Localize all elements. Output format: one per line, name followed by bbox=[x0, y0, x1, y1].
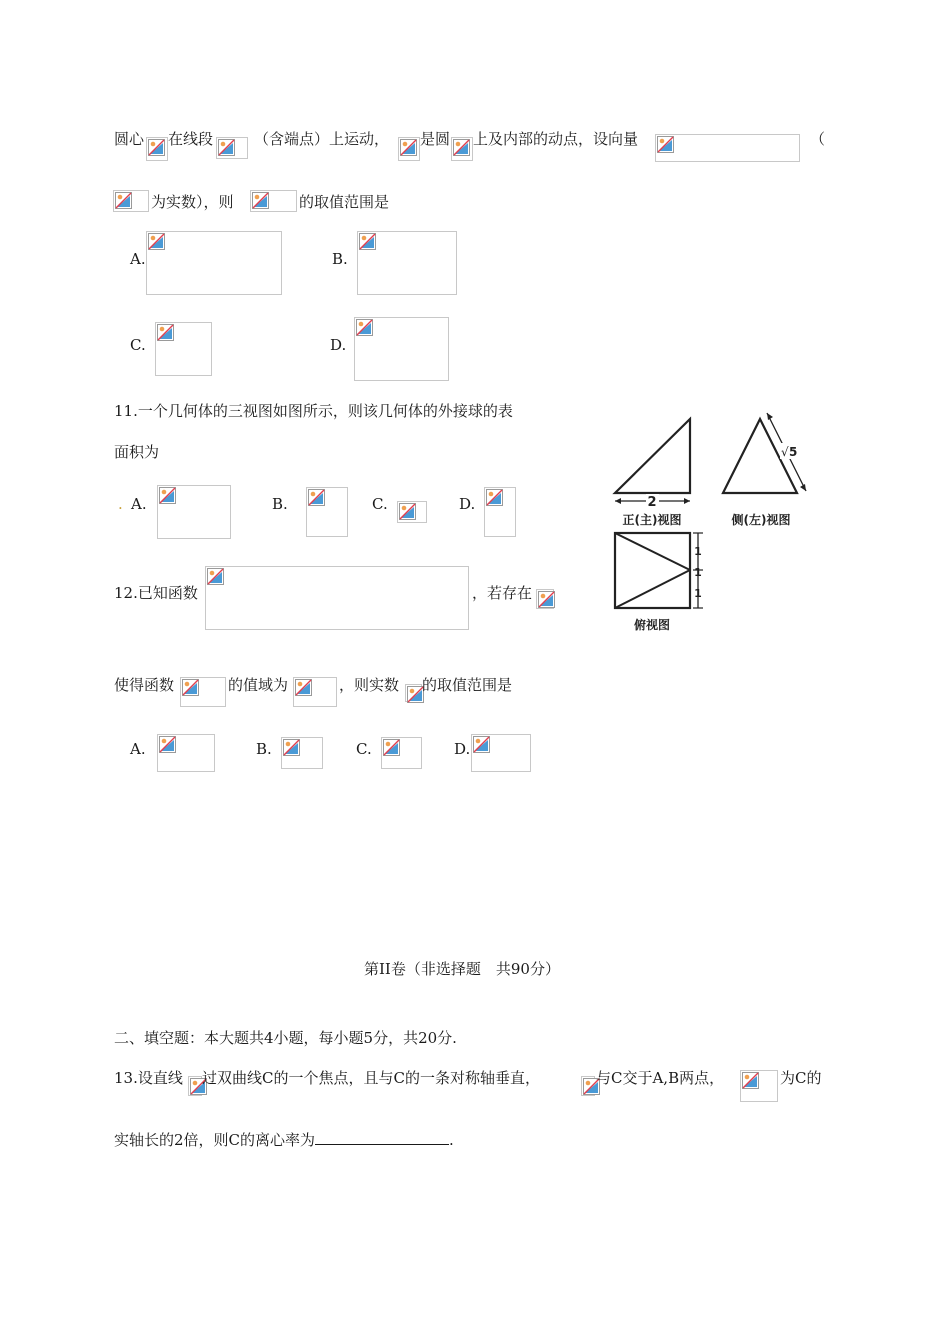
q11-option-d-image bbox=[484, 487, 516, 537]
image-placeholder-icon bbox=[283, 739, 300, 756]
q11-option-b-label: B. bbox=[272, 495, 288, 513]
q10-text-4: 是圆 bbox=[420, 130, 451, 148]
q12-option-d-image bbox=[471, 734, 531, 772]
q11-option-c-label: C. bbox=[372, 495, 388, 513]
image-placeholder-icon bbox=[657, 136, 674, 153]
image-placeholder-icon bbox=[159, 736, 176, 753]
q13-text-5-content: 实轴长的2倍，则C的离心率为 bbox=[114, 1131, 316, 1149]
q12-text-6: 的取值范围是 bbox=[422, 676, 513, 694]
front-view-label: 正(主)视图 bbox=[622, 513, 682, 527]
image-placeholder-icon bbox=[356, 319, 373, 336]
front-view-dimension: 2 bbox=[647, 495, 657, 510]
formula-image bbox=[398, 137, 420, 161]
top-view-dimension-3: 1 bbox=[694, 587, 702, 600]
q10-option-b-label: B. bbox=[332, 250, 348, 268]
q12-option-d-label: D. bbox=[454, 740, 471, 758]
image-placeholder-icon bbox=[148, 139, 165, 156]
side-view-label: 侧(左)视图 bbox=[731, 513, 791, 527]
q11-option-c-image bbox=[397, 501, 427, 523]
q11-stem-line-2: 面积为 bbox=[114, 443, 160, 461]
q10-text-3: （含端点）上运动， bbox=[254, 130, 390, 148]
q10-option-c-image bbox=[155, 322, 212, 376]
formula-image bbox=[451, 137, 473, 161]
part-two-heading: 第II卷（非选择题 共90分） bbox=[364, 960, 560, 978]
image-placeholder-icon bbox=[486, 489, 503, 506]
formula-image bbox=[536, 589, 554, 609]
q13-text-3: 与C交于A,B两点， bbox=[596, 1069, 725, 1087]
q12-text-2: ，若存在 bbox=[472, 584, 533, 602]
image-placeholder-icon bbox=[159, 487, 176, 504]
image-placeholder-icon bbox=[115, 192, 132, 209]
q10-text-2: 在线段 bbox=[168, 130, 214, 148]
formula-image bbox=[250, 190, 297, 212]
image-placeholder-icon bbox=[453, 139, 470, 156]
formula-image bbox=[405, 684, 422, 702]
q10-option-d-label: D. bbox=[330, 336, 347, 354]
q10-option-c-label: C. bbox=[130, 336, 146, 354]
q10-text-8: 的取值范围是 bbox=[299, 193, 390, 211]
q11-option-b-image bbox=[306, 487, 348, 537]
q10-option-d-image bbox=[354, 317, 449, 381]
q10-option-b-image bbox=[357, 231, 457, 295]
image-placeholder-icon bbox=[295, 679, 312, 696]
q12-option-a-label: A. bbox=[130, 740, 146, 758]
side-view bbox=[723, 413, 806, 527]
q11-stem-line-1: 11.一个几何体的三视图如图所示，则该几何体的外接球的表 bbox=[114, 402, 513, 420]
q12-text-4: 的值域为 bbox=[228, 676, 289, 694]
q10-option-a-image bbox=[146, 231, 282, 295]
q10-option-a-label: A. bbox=[130, 250, 146, 268]
image-placeholder-icon bbox=[207, 568, 224, 585]
formula-image bbox=[216, 137, 248, 159]
q10-text-6: （ bbox=[810, 130, 826, 148]
q12-option-a-image bbox=[157, 734, 215, 772]
image-placeholder-icon bbox=[359, 233, 376, 250]
formula-image bbox=[655, 134, 800, 162]
sqrt-sign: √ bbox=[781, 445, 789, 459]
q11-option-a-image bbox=[157, 485, 231, 539]
q11-option-a-label: A. bbox=[131, 495, 147, 513]
image-placeholder-icon bbox=[400, 139, 417, 156]
q13-text-1: 13.设直线 bbox=[114, 1069, 183, 1087]
image-placeholder-icon bbox=[399, 503, 416, 520]
formula-image bbox=[180, 677, 226, 707]
formula-image bbox=[740, 1070, 778, 1102]
formula-image bbox=[146, 137, 168, 161]
q10-text-5: 上及内部的动点，设向量 bbox=[473, 130, 639, 148]
q12-option-b-label: B. bbox=[256, 740, 272, 758]
top-view-dimension-1: 1 bbox=[694, 545, 702, 558]
image-placeholder-icon bbox=[742, 1072, 759, 1089]
image-placeholder-icon bbox=[148, 233, 165, 250]
image-placeholder-icon bbox=[473, 736, 490, 753]
image-placeholder-icon bbox=[182, 679, 199, 696]
q13-text-4: 为C的 bbox=[780, 1069, 822, 1087]
formula-image bbox=[113, 190, 149, 212]
formula-image bbox=[188, 1076, 202, 1096]
top-view bbox=[615, 533, 703, 632]
answer-blank[interactable] bbox=[315, 1130, 449, 1145]
q12-option-b-image bbox=[281, 737, 323, 769]
top-view-label: 俯视图 bbox=[633, 618, 671, 632]
q12-text-1: 12.已知函数 bbox=[114, 584, 198, 602]
formula-image bbox=[293, 677, 337, 707]
three-view-figure bbox=[605, 405, 820, 637]
image-placeholder-icon bbox=[538, 591, 555, 608]
section-heading-fill-blank: 二、填空题：本大题共4小题，每小题5分，共20分. bbox=[114, 1029, 457, 1047]
image-placeholder-icon bbox=[157, 324, 174, 341]
q13-period: . bbox=[449, 1131, 454, 1149]
formula-image bbox=[205, 566, 469, 630]
q11-mark-dot: . bbox=[118, 495, 123, 513]
q13-text-2: 过双曲线C的一个焦点，且与C的一条对称轴垂直， bbox=[202, 1069, 540, 1087]
formula-image bbox=[581, 1076, 595, 1096]
image-placeholder-icon bbox=[308, 489, 325, 506]
q10-text-7: 为实数），则 bbox=[151, 193, 234, 211]
q10-text-1: 圆心 bbox=[114, 130, 145, 148]
front-view bbox=[615, 419, 690, 527]
image-placeholder-icon bbox=[383, 739, 400, 756]
q12-option-c-image bbox=[381, 737, 422, 769]
q11-option-d-label: D. bbox=[459, 495, 476, 513]
q12-option-c-label: C. bbox=[356, 740, 372, 758]
image-placeholder-icon bbox=[218, 139, 235, 156]
top-view-dimension-2: 1 bbox=[694, 566, 702, 579]
q13-text-5 bbox=[114, 1130, 454, 1150]
q12-text-5: ，则实数 bbox=[339, 676, 400, 694]
image-placeholder-icon bbox=[252, 192, 269, 209]
side-view-dimension: 5 bbox=[789, 445, 798, 459]
q12-text-3: 使得函数 bbox=[114, 676, 175, 694]
